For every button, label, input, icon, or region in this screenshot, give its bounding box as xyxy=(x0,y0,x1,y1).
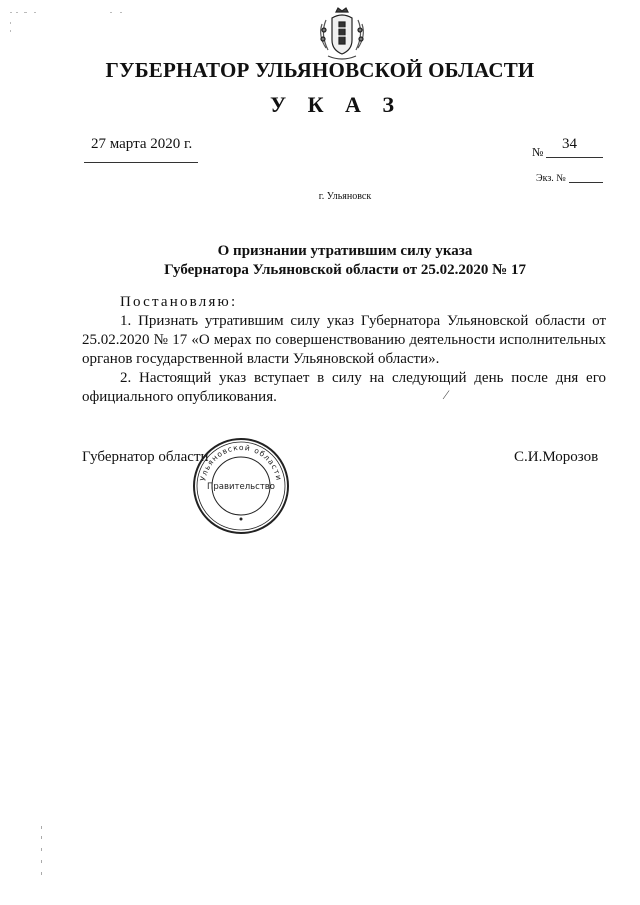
seal-ring-text: Ульяновской области xyxy=(198,442,284,482)
signatory-role: Губернатор области xyxy=(82,449,209,465)
resolve-clause: Постановляю: xyxy=(120,294,238,310)
number-underline xyxy=(546,157,603,158)
date-underline xyxy=(84,162,198,163)
document-number: 34 xyxy=(562,136,577,152)
document-heading xyxy=(0,242,640,280)
document-body xyxy=(82,293,606,407)
heading-line-2: Губернатора Ульяновской области от 25.02.2020 № 17 xyxy=(164,262,526,278)
document-date: 27 марта 2020 г. xyxy=(91,136,193,152)
copy-number-label: Экз. № xyxy=(536,173,566,184)
scan-dots-top xyxy=(10,8,130,38)
seal-center-text: Правительство xyxy=(207,482,275,492)
official-seal-icon xyxy=(192,437,290,535)
issue-city: г. Ульяновск xyxy=(318,191,372,202)
heading-line-1: О признании утратившим силу указа xyxy=(217,243,473,259)
body-item-1: 1. Признать утратившим силу указ Губернатора Ульяновской области от 25.02.2020 № 17 «О мерах по совершенствованию деятельности исполнительных органов государственной власти Ульяновской области». xyxy=(82,313,606,367)
scan-dots-margin xyxy=(40,826,44,882)
body-item-2: 2. Настоящий указ вступает в силу на следующий день после дня его официального опубликования. xyxy=(82,370,606,405)
document-type: У К А З xyxy=(269,92,403,117)
pen-mark: ⁄ xyxy=(445,387,448,402)
copy-number-underline xyxy=(569,182,603,183)
issuing-authority: ГУБЕРНАТОР УЛЬЯНОВСКОЙ ОБЛАСТИ xyxy=(105,58,535,82)
number-label: № xyxy=(532,145,544,159)
signatory-name: С.И.Морозов xyxy=(514,449,599,465)
coat-of-arms-icon xyxy=(316,6,368,62)
